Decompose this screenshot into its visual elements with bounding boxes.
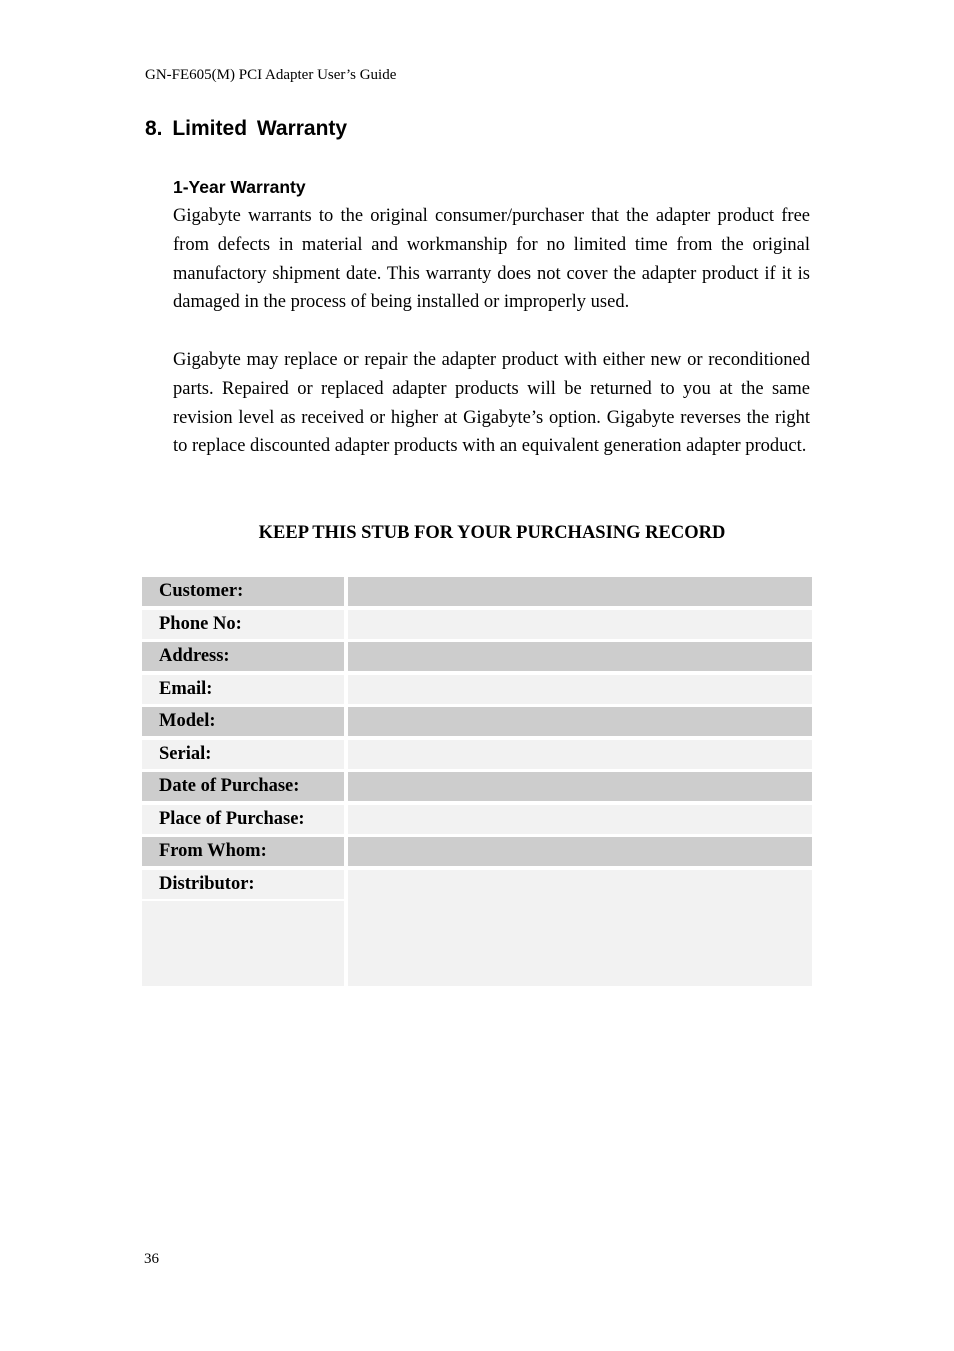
cell-divider — [142, 899, 344, 901]
page-number: 36 — [144, 1251, 159, 1267]
record-row-model — [142, 707, 812, 736]
subsection-title: 1-Year Warranty — [173, 177, 306, 197]
record-value-field[interactable] — [348, 837, 812, 866]
record-row-distributor — [142, 870, 812, 986]
record-label: Place of Purchase: — [142, 805, 344, 834]
record-value-field[interactable] — [348, 805, 812, 834]
record-value-field[interactable] — [348, 642, 812, 671]
purchase-record-table — [142, 577, 812, 986]
record-label: Distributor: — [159, 873, 255, 894]
record-row-date-of-purchase — [142, 772, 812, 801]
record-row-place-of-purchase — [142, 805, 812, 834]
record-row-email — [142, 675, 812, 704]
warranty-paragraph-2: Gigabyte may replace or repair the adapter product with either new or reconditioned parts. Repaired or replaced adapter products will be returned to you at the same revision level as received or higher at Gigabyte’s option. Gigabyte reverses the right to replace discounted adapter products with an equivalent generation adapter product. — [173, 350, 810, 457]
record-value-field[interactable] — [348, 740, 812, 769]
record-value-field[interactable] — [348, 675, 812, 704]
record-value-field[interactable] — [348, 772, 812, 801]
stub-heading: KEEP THIS STUB FOR YOUR PURCHASING RECORD — [258, 523, 726, 543]
record-row-customer — [142, 577, 812, 606]
record-row-address — [142, 642, 812, 671]
record-row-phone — [142, 610, 812, 639]
record-label: Date of Purchase: — [142, 772, 344, 801]
record-label: Email: — [142, 675, 344, 704]
record-label: From Whom: — [142, 837, 344, 866]
record-label-distributor — [142, 870, 344, 986]
record-label: Address: — [142, 642, 344, 671]
warranty-paragraph-1: Gigabyte warrants to the original consumer/purchaser that the adapter product free from defects in material and workmanship for no limited time from the original manufactory shipment date. This warranty does not cover the adapter product if it is damaged in the process of being installed or improperly used. — [173, 206, 810, 313]
section-title: 8. Limited Warranty — [145, 117, 348, 140]
record-label: Phone No: — [142, 610, 344, 639]
record-value-field[interactable] — [348, 707, 812, 736]
record-label: Model: — [142, 707, 344, 736]
record-row-serial — [142, 740, 812, 769]
record-value-field[interactable] — [348, 577, 812, 606]
record-row-from-whom — [142, 837, 812, 866]
record-label: Serial: — [142, 740, 344, 769]
running-header: GN-FE605(M) PCI Adapter User’s Guide — [145, 67, 397, 83]
record-label: Customer: — [142, 577, 344, 606]
record-value-field[interactable] — [348, 870, 812, 986]
record-value-field[interactable] — [348, 610, 812, 639]
